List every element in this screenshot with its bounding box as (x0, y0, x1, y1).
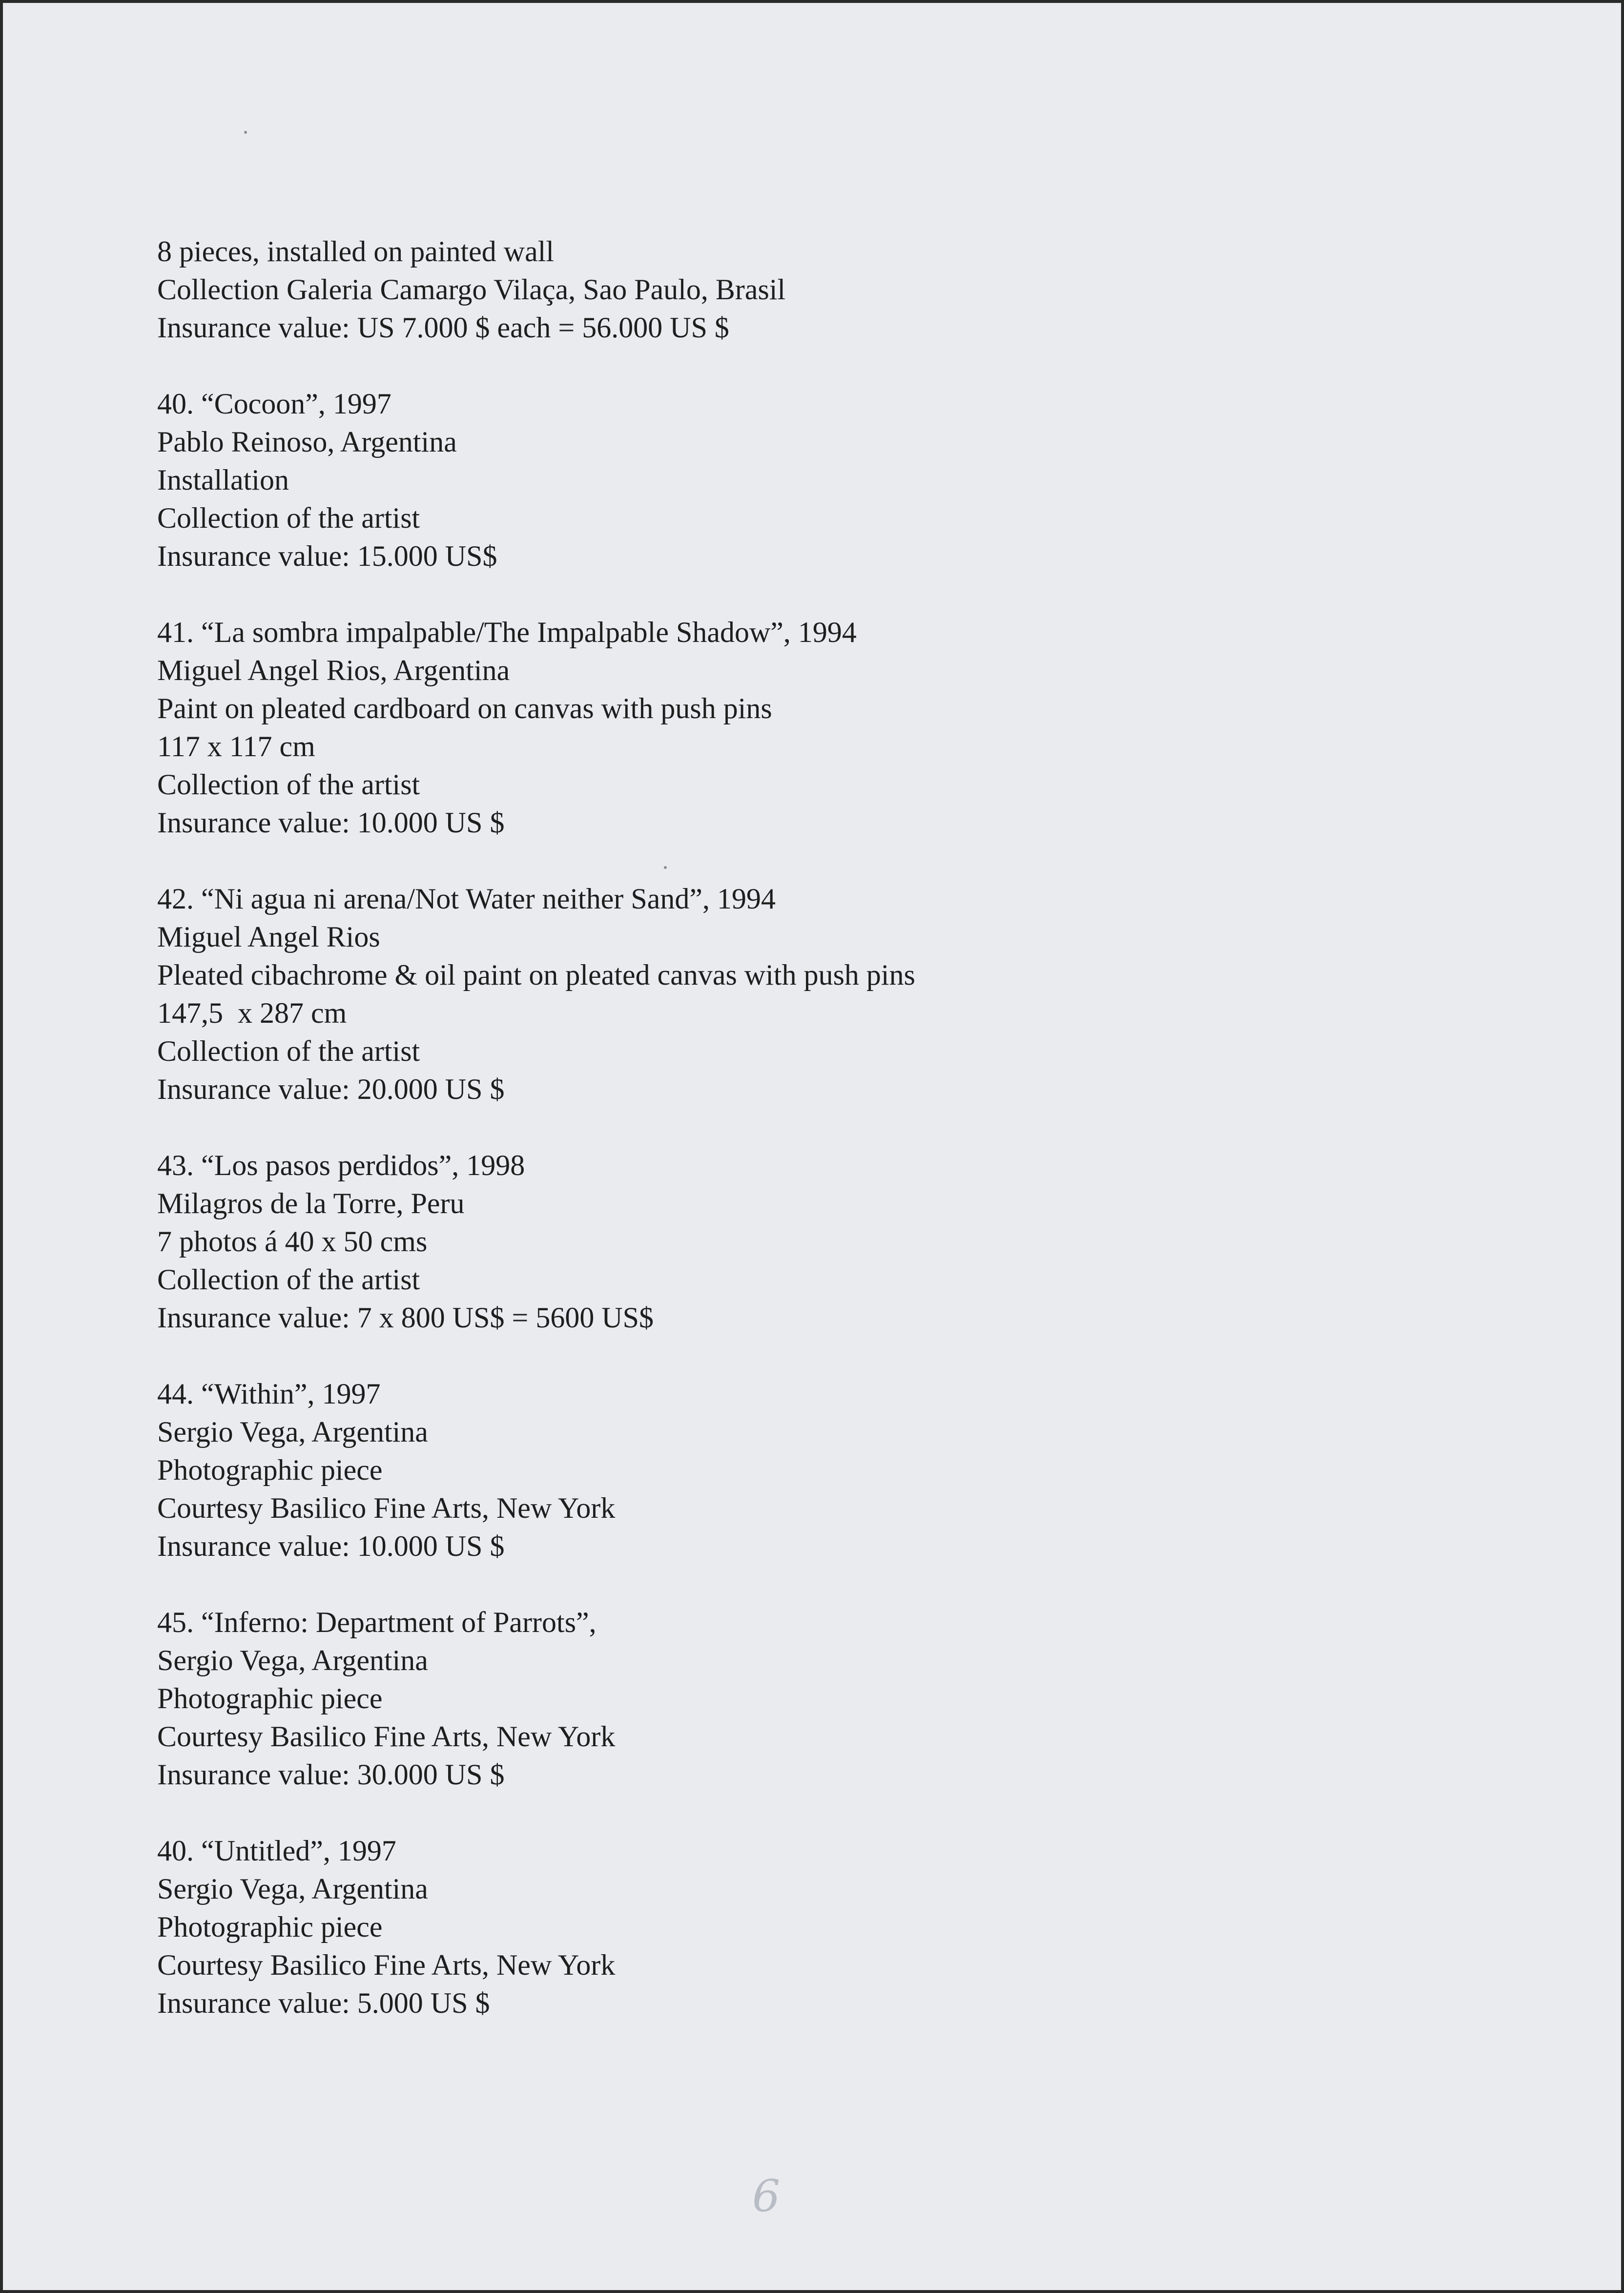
entry-medium: Photographic piece (157, 1911, 383, 1943)
handwritten-page-number: 6 (752, 2170, 781, 2222)
entry-artist: Sergio Vega, Argentina (157, 1873, 428, 1905)
entry-insurance: Insurance value: 10.000 US $ (157, 806, 505, 839)
entry-artist: Miguel Angel Rios, Argentina (157, 654, 510, 686)
entry-title: 45. “Inferno: Department of Parrots”, (157, 1606, 596, 1638)
catalog-entry (157, 1832, 1573, 2022)
entry-insurance: Insurance value: 10.000 US $ (157, 1530, 505, 1562)
entry-collection: Courtesy Basilico Fine Arts, New York (157, 1492, 616, 1524)
entry-dimensions: 147,5 x 287 cm (157, 997, 347, 1029)
entry-collection: Collection of the artist (157, 768, 420, 801)
entry-title: 42. “Ni agua ni arena/Not Water neither Sand”, 1994 (157, 883, 776, 915)
entry-insurance: Insurance value: 20.000 US $ (157, 1073, 505, 1105)
catalog-entry (157, 613, 1573, 842)
entry-artist: Sergio Vega, Argentina (157, 1416, 428, 1448)
entry-insurance: Insurance value: 7 x 800 US$ = 5600 US$ (157, 1301, 654, 1334)
catalog-entry (157, 1146, 1573, 1337)
entry-insurance: Insurance value: 15.000 US$ (157, 540, 497, 572)
entry-artist: Miguel Angel Rios (157, 921, 380, 953)
entry-title: 40. “Cocoon”, 1997 (157, 388, 391, 420)
entry-line: Collection Galeria Camargo Vilaça, Sao Paulo, Brasil (157, 273, 786, 306)
entry-medium: Photographic piece (157, 1454, 383, 1486)
catalog-entry (157, 1375, 1573, 1565)
entry-collection: Collection of the artist (157, 1035, 420, 1067)
entry-title: 41. “La sombra impalpable/The Impalpable Shadow”, 1994 (157, 616, 857, 648)
entry-medium: Photographic piece (157, 1682, 383, 1715)
entry-medium: Paint on pleated cardboard on canvas with push pins (157, 692, 772, 724)
entry-medium: 7 photos á 40 x 50 cms (157, 1225, 428, 1258)
entry-collection: Collection of the artist (157, 502, 420, 534)
catalog-entry (157, 232, 1573, 347)
entry-medium: Installation (157, 464, 289, 496)
entry-line: Insurance value: US 7.000 $ each = 56.000 US $ (157, 311, 729, 344)
entry-insurance: Insurance value: 5.000 US $ (157, 1987, 490, 2019)
catalog-entry (157, 385, 1573, 575)
entry-artist: Milagros de la Torre, Peru (157, 1187, 465, 1219)
entry-collection: Courtesy Basilico Fine Arts, New York (157, 1949, 616, 1981)
entry-line: 8 pieces, installed on painted wall (157, 235, 555, 268)
entry-collection: Courtesy Basilico Fine Arts, New York (157, 1720, 616, 1753)
entry-title: 44. “Within”, 1997 (157, 1378, 381, 1410)
document-page (3, 3, 1621, 2290)
entry-title: 43. “Los pasos perdidos”, 1998 (157, 1149, 525, 1181)
paper-speck (244, 131, 247, 134)
entry-artist: Sergio Vega, Argentina (157, 1644, 428, 1676)
entry-collection: Collection of the artist (157, 1263, 420, 1296)
entry-dimensions: 117 x 117 cm (157, 730, 315, 763)
entry-medium: Pleated cibachrome & oil paint on pleated canvas with push pins (157, 959, 915, 991)
catalog-entry (157, 1603, 1573, 1794)
document-body (157, 232, 1573, 2060)
entry-artist: Pablo Reinoso, Argentina (157, 426, 457, 458)
entry-title: 40. “Untitled”, 1997 (157, 1835, 396, 1867)
catalog-entry (157, 880, 1573, 1108)
entry-insurance: Insurance value: 30.000 US $ (157, 1758, 505, 1791)
